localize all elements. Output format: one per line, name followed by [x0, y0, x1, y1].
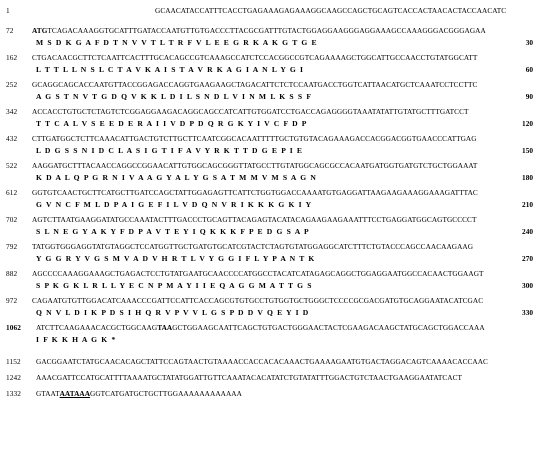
- dna-sequence: AAGGATGCTTTACAACCAGGCCGGAACATTGTGGCAGCGGGTTATGCCTTGTATGGCAGCGCCACAATGATGGTGATGTCTGCTGGAAAT: [32, 161, 478, 170]
- sequence-row: [0, 161, 543, 183]
- dna-sequence: GACGGAATCTATGCAACACAGCTATTCCAGTAACTGTAAAACCACCACACAAACTGAAAAGAATGTGACTAGGACAGTCAAAACACCAAC: [36, 357, 488, 366]
- amino-acid-sequence: M S D K G A F D T N V V T L T R F V L E E G R K A K G T G E: [36, 38, 317, 47]
- amino-acid-position: 300: [522, 281, 533, 290]
- sequence-row: [0, 26, 543, 48]
- polyadenylation-signal: AATAAA: [59, 389, 91, 398]
- dna-sequence: GCAGGCAGCACCAATGTTACCGGAGACCAGGTGAAGAAGCTAGACATTCTCTCCAATGACCTGGTCATTAACATGCTCAAATCCTCCTTC: [32, 80, 478, 89]
- amino-acid-position: 90: [525, 92, 533, 101]
- nucleotide-position: 1152: [6, 357, 21, 366]
- amino-acid-sequence: L D G S S N I D C L A S I G T I F A V Y R K T T D G E P I E: [36, 146, 303, 155]
- dna-sequence: CTTGATGGCTCTTCAAACATTGACTGTCTTGCTTCAATCGGCACAATTTTTGCTGTGTACAGAAAGACCACGGACGGTGAACCCATTGAG: [32, 134, 477, 143]
- amino-acid-sequence: G V N C F M L D P A I G E F I L V D Q N V R I K K K G K I Y: [36, 200, 312, 209]
- sequence-row: [0, 6, 543, 28]
- start-codon: ATG: [32, 26, 48, 35]
- amino-acid-position: 210: [522, 200, 533, 209]
- dna-sequence: GGTGTCAACTGCTTCATGCTTGATCCAGCTATTGGAGAGTTCATTCTGGTGGACCAAAATGTGAGGATTAAGAAGAAAGGAAAGATTTAC: [32, 188, 478, 197]
- dna-sequence: ACCACCTGTGCTCTAGTCTCGGAGGAAGACAGGCAGCCATCATTGTGGATCCTGACCAGAGGGGTAAATATATTGTATGCTTTGATCCT: [32, 107, 469, 116]
- amino-acid-sequence: S P K G K L R L L Y E C N P M A Y I I E Q A G G M A T T G S: [36, 281, 312, 290]
- dna-sequence: AGTCTTAATGAAGGATATGCCAAATACTTTGACCCTGCAGTTACAGAGTACATACAGAAGAAGAAATTTCCTGAGGATGGCAGTGCCCCT: [32, 215, 477, 224]
- dna-sequence: AGCCCCAAAGGAAAGCTGAGACTCCTGTATGAATGCAACCCCATGGCCTACATCATAGAGCAGGCTGGAGGAATGGCCACAACTGGAAGT: [32, 269, 484, 278]
- amino-acid-position: 30: [525, 38, 533, 47]
- sequence-row: [0, 215, 543, 237]
- stop-codon: TAA: [157, 323, 173, 332]
- sequence-row: [0, 296, 543, 318]
- amino-acid-sequence: Y G G R Y V G S M V A D V H R T L V Y G G I F L Y P A N T K: [36, 254, 315, 263]
- nucleotide-position: 1: [6, 6, 10, 15]
- sequence-row: [0, 134, 543, 156]
- nucleotide-position: 972: [6, 296, 18, 305]
- sequence-row: [0, 323, 543, 345]
- dna-sequence: CTGACAACGCTTCTCAATTCACTTTGCACAGCCGTCAAAGCCATCTCCACGGCCGTCAGAAAAGCTGGCATTGCCAACCTGTATGGCATT: [32, 53, 478, 62]
- nucleotide-position: 702: [6, 215, 18, 224]
- dna-sequence: ATGTCAGACAAAGGTGCATTTGATACCAATGTTGTGACCCTTACGCGATTTGTACTGGAGGAAGGGAGGAAAGCCAAAGGGACGGGAGAA: [32, 26, 486, 35]
- amino-acid-position: 240: [522, 227, 533, 236]
- amino-acid-sequence: I F K K H A G K *: [36, 335, 116, 344]
- amino-acid-position: 180: [522, 173, 533, 182]
- nucleotide-position: 1332: [6, 389, 21, 398]
- sequence-row: [0, 188, 543, 210]
- dna-sequence: GTAATAATAAAGGTCATGATGCTGCTTGGAAAAAAAAAAAA: [36, 389, 242, 398]
- amino-acid-sequence: T T C A L V S E E D E R A I I V D P D Q R G K Y I V C F D P: [36, 119, 307, 128]
- amino-acid-sequence: A G S T N V T G D Q V K K L D I L S N D L V I N M L K S S F: [36, 92, 312, 101]
- sequence-row: [0, 242, 543, 264]
- amino-acid-sequence: S L N E G Y A K Y F D P A V T E Y I Q K K K F P E D G S A P: [36, 227, 309, 236]
- dna-sequence: AAACGATTCCATGCATTTTAAAATGCTATATGGATTGTTCAAATACACATATCTGTATATTTGGACTGTCTAACTGAAGGAATATCACT: [36, 373, 463, 382]
- amino-acid-position: 60: [525, 65, 533, 74]
- nucleotide-position: 612: [6, 188, 18, 197]
- nucleotide-position: 882: [6, 269, 18, 278]
- nucleotide-position: 522: [6, 161, 18, 170]
- sequence-row: [0, 269, 543, 291]
- amino-acid-sequence: Q N V L D I K P D S I H Q R V P V V L G S P D D V Q E Y I D: [36, 308, 309, 317]
- nucleotide-position: 72: [6, 26, 14, 35]
- dna-sequence: GCAACATACCATTTCACCTGAGAAAGAGAAAGGCAAGCCAGCTGCAGTCACCACTAACACTACCAACATC: [155, 6, 507, 15]
- dna-sequence: CAGAATGTGTTGGACATCAAACCCGATTCCATTCACCAGCGTGTGCCTGTGGTGCTGGGCTCCCCGCGACGATGTGCAGGAATACATCGAC: [32, 296, 484, 305]
- amino-acid-position: 270: [522, 254, 533, 263]
- amino-acid-position: 150: [522, 146, 533, 155]
- nucleotide-position: 1062: [6, 323, 21, 332]
- sequence-row: [0, 389, 543, 411]
- sequence-row: [0, 80, 543, 102]
- nucleotide-position: 432: [6, 134, 18, 143]
- nucleotide-position: 792: [6, 242, 18, 251]
- nucleotide-position: 1242: [6, 373, 21, 382]
- amino-acid-sequence: K D A L Q P G R N I V A A G Y A L Y G S A T M M V M S A G N: [36, 173, 317, 182]
- dna-sequence: ATCTTCAAGAAACACGCTGGCAAGTAAGCTGGAAGCAATTCAGCTGTGACTGGGAACTACTCGAAGACAAGCTATGCAGCTGGACCAAA: [36, 323, 485, 332]
- amino-acid-sequence: L T T L L N S L C T A V K A I S T A V R K A G I A N L Y G I: [36, 65, 304, 74]
- dna-sequence: TATGGTGGGAGGTATGTAGGCTCCATGGTTGCTGATGTGCATCGTACTCTAGTGTATGGAGGCATCTTTCTGTACCCAGCCAACAAGAAG: [32, 242, 474, 251]
- nucleotide-position: 252: [6, 80, 18, 89]
- sequence-row: [0, 107, 543, 129]
- amino-acid-position: 330: [522, 308, 533, 317]
- nucleotide-position: 162: [6, 53, 18, 62]
- nucleotide-position: 342: [6, 107, 18, 116]
- sequence-row: [0, 53, 543, 75]
- amino-acid-position: 120: [522, 119, 533, 128]
